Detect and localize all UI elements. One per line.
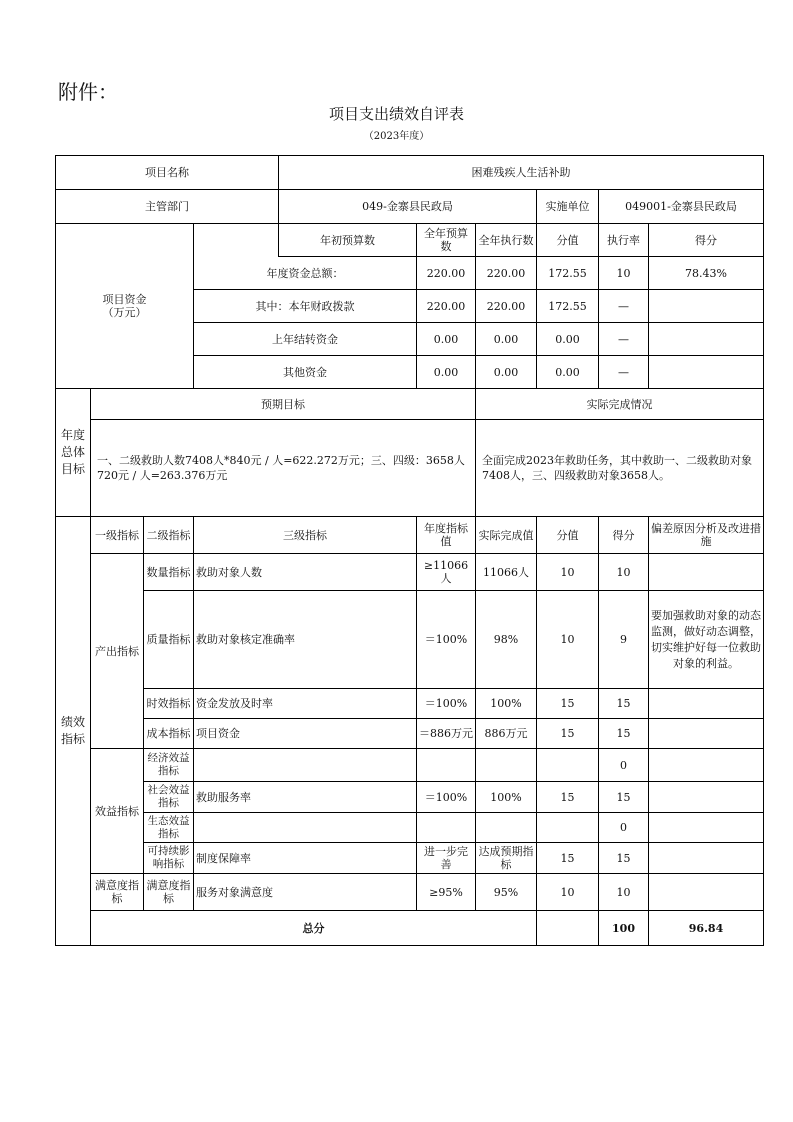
funds-row-name: 上年结转资金 (194, 323, 417, 356)
got-cell: 15 (599, 782, 649, 813)
funds-cell: 0.00 (417, 356, 476, 389)
target-cell: ＝886万元 (417, 719, 476, 749)
funds-cell (649, 323, 764, 356)
funds-cell: 0.00 (417, 323, 476, 356)
actual-completion-label: 实际完成情况 (476, 389, 764, 420)
got-cell: 15 (599, 843, 649, 874)
level3-cell: 资金发放及时率 (194, 689, 417, 719)
funds-label: 项目资金 （万元） (56, 224, 194, 389)
level2-cell: 生态效益指标 (144, 813, 194, 843)
got-cell: 10 (599, 874, 649, 911)
target-cell: ＝100% (417, 591, 476, 689)
level1-output: 产出指标 (91, 554, 144, 749)
funds-cell: 220.00 (476, 257, 537, 290)
impl-unit-value: 049001-金寨县民政局 (599, 190, 764, 224)
got-cell: 9 (599, 591, 649, 689)
funds-cell: 0.00 (537, 356, 599, 389)
note-cell (649, 782, 764, 813)
target-cell: ＝100% (417, 782, 476, 813)
attachment-label: 附件： (58, 80, 118, 104)
funds-cell: — (599, 290, 649, 323)
level2-cell: 数量指标 (144, 554, 194, 591)
page-title: 项目支出绩效自评表 (328, 105, 464, 123)
actual-cell: 95% (476, 874, 537, 911)
level3-cell: 救助对象人数 (194, 554, 417, 591)
got-cell: 0 (599, 813, 649, 843)
indicators-header: 三级指标 (194, 517, 417, 554)
actual-completion-text: 全面完成2023年救助任务，其中救助一、二级救助对象7408人，三、四级救助对象3658人。 (476, 420, 764, 517)
indicator-row (56, 813, 764, 843)
target-cell: 进一步完善 (417, 843, 476, 874)
dept-row (56, 190, 764, 224)
funds-cell: 10 (599, 257, 649, 290)
funds-header: 得分 (649, 224, 764, 257)
funds-row-name: 年度资金总额： (194, 257, 417, 290)
indicators-header: 得分 (599, 517, 649, 554)
got-cell: 15 (599, 689, 649, 719)
indicators-header: 实际完成值 (476, 517, 537, 554)
funds-header: 年初预算数 (279, 224, 417, 257)
funds-header: 全年执行数 (476, 224, 537, 257)
funds-cell: 172.55 (537, 290, 599, 323)
indicators-header: 偏差原因分析及改进措施 (649, 517, 764, 554)
actual-cell (476, 749, 537, 782)
score-cell: 10 (537, 874, 599, 911)
self-evaluation-table (55, 155, 764, 946)
indicator-row (56, 689, 764, 719)
funds-cell: 172.55 (537, 257, 599, 290)
funds-row-name: 其他资金 (194, 356, 417, 389)
total-label: 总分 (91, 911, 537, 946)
indicator-row (56, 719, 764, 749)
target-cell: ＝100% (417, 689, 476, 719)
note-cell (649, 874, 764, 911)
indicators-label: 绩效指标 (56, 517, 91, 946)
target-cell: ≥95% (417, 874, 476, 911)
dept-label: 主管部门 (56, 190, 279, 224)
dept-value: 049-金寨县民政局 (279, 190, 537, 224)
indicator-row (56, 874, 764, 911)
got-cell: 15 (599, 719, 649, 749)
level2-cell: 经济效益指标 (144, 749, 194, 782)
expected-goal-label: 预期目标 (91, 389, 476, 420)
funds-header: 执行率 (599, 224, 649, 257)
score-cell: 15 (537, 782, 599, 813)
level3-cell: 项目资金 (194, 719, 417, 749)
indicators-header: 分值 (537, 517, 599, 554)
level2-cell: 质量指标 (144, 591, 194, 689)
funds-row-name: 其中：本年财政拨款 (194, 290, 417, 323)
actual-cell: 100% (476, 689, 537, 719)
goals-label: 年度总体目标 (56, 389, 91, 517)
funds-cell (649, 290, 764, 323)
impl-unit-label: 实施单位 (537, 190, 599, 224)
level2-cell: 时效指标 (144, 689, 194, 719)
level3-cell: 制度保障率 (194, 843, 417, 874)
level2-cell: 社会效益指标 (144, 782, 194, 813)
indicator-row (56, 782, 764, 813)
project-name-row (56, 156, 764, 190)
funds-cell: — (599, 356, 649, 389)
target-cell (417, 813, 476, 843)
indicator-row (56, 843, 764, 874)
funds-header: 全年预算数 (417, 224, 476, 257)
level3-cell: 服务对象满意度 (194, 874, 417, 911)
funds-cell: 0.00 (476, 323, 537, 356)
level3-cell: 救助对象核定准确率 (194, 591, 417, 689)
goals-row (56, 420, 764, 517)
project-name-value: 困难残疾人生活补助 (279, 156, 764, 190)
level2-cell: 可持续影响指标 (144, 843, 194, 874)
funds-header: 分值 (537, 224, 599, 257)
target-cell (417, 749, 476, 782)
total-got: 96.84 (649, 911, 764, 946)
indicators-header-row (56, 517, 764, 554)
note-cell (649, 813, 764, 843)
note-cell (649, 843, 764, 874)
funds-cell: 0.00 (537, 323, 599, 356)
funds-cell: 220.00 (476, 290, 537, 323)
project-name-label: 项目名称 (56, 156, 279, 190)
note-cell (649, 749, 764, 782)
indicator-row (56, 749, 764, 782)
actual-cell: 达成预期指标 (476, 843, 537, 874)
indicators-header: 一级指标 (91, 517, 144, 554)
score-cell: 10 (537, 591, 599, 689)
score-cell: 10 (537, 554, 599, 591)
actual-cell: 886万元 (476, 719, 537, 749)
funds-header-row (56, 224, 764, 257)
level1-satisfaction: 满意度指标 (91, 874, 144, 911)
level1-benefit: 效益指标 (91, 749, 144, 874)
level3-cell: 救助服务率 (194, 782, 417, 813)
got-cell: 10 (599, 554, 649, 591)
got-cell: 0 (599, 749, 649, 782)
indicator-row (56, 591, 764, 689)
actual-cell (476, 813, 537, 843)
funds-cell: 78.43% (649, 257, 764, 290)
actual-cell: 100% (476, 782, 537, 813)
actual-cell: 98% (476, 591, 537, 689)
funds-cell: — (599, 323, 649, 356)
note-cell (649, 689, 764, 719)
total-row (56, 911, 764, 946)
total-score: 100 (599, 911, 649, 946)
funds-cell: 0.00 (476, 356, 537, 389)
note-cell: 要加强救助对象的动态监测，做好动态调整，切实维护好每一位救助对象的利益。 (649, 591, 764, 689)
funds-cell: 220.00 (417, 290, 476, 323)
indicators-header: 二级指标 (144, 517, 194, 554)
actual-cell: 11066人 (476, 554, 537, 591)
level3-cell (194, 749, 417, 782)
level2-cell: 满意度指标 (144, 874, 194, 911)
score-cell (537, 749, 599, 782)
expected-goal-text: 一、二级救助人数7408人*840元 / 人=622.272万元；三、四级：3658人720元 / 人=263.376万元 (91, 420, 476, 517)
score-cell: 15 (537, 689, 599, 719)
funds-cell: 220.00 (417, 257, 476, 290)
goals-header-row (56, 389, 764, 420)
indicator-row (56, 554, 764, 591)
indicators-header: 年度指标值 (417, 517, 476, 554)
note-cell (649, 719, 764, 749)
level2-cell: 成本指标 (144, 719, 194, 749)
year-label: （2023年度） (363, 131, 430, 142)
level3-cell (194, 813, 417, 843)
note-cell (649, 554, 764, 591)
funds-cell (649, 356, 764, 389)
score-cell: 15 (537, 719, 599, 749)
score-cell: 15 (537, 843, 599, 874)
score-cell (537, 813, 599, 843)
target-cell: ≥11066人 (417, 554, 476, 591)
